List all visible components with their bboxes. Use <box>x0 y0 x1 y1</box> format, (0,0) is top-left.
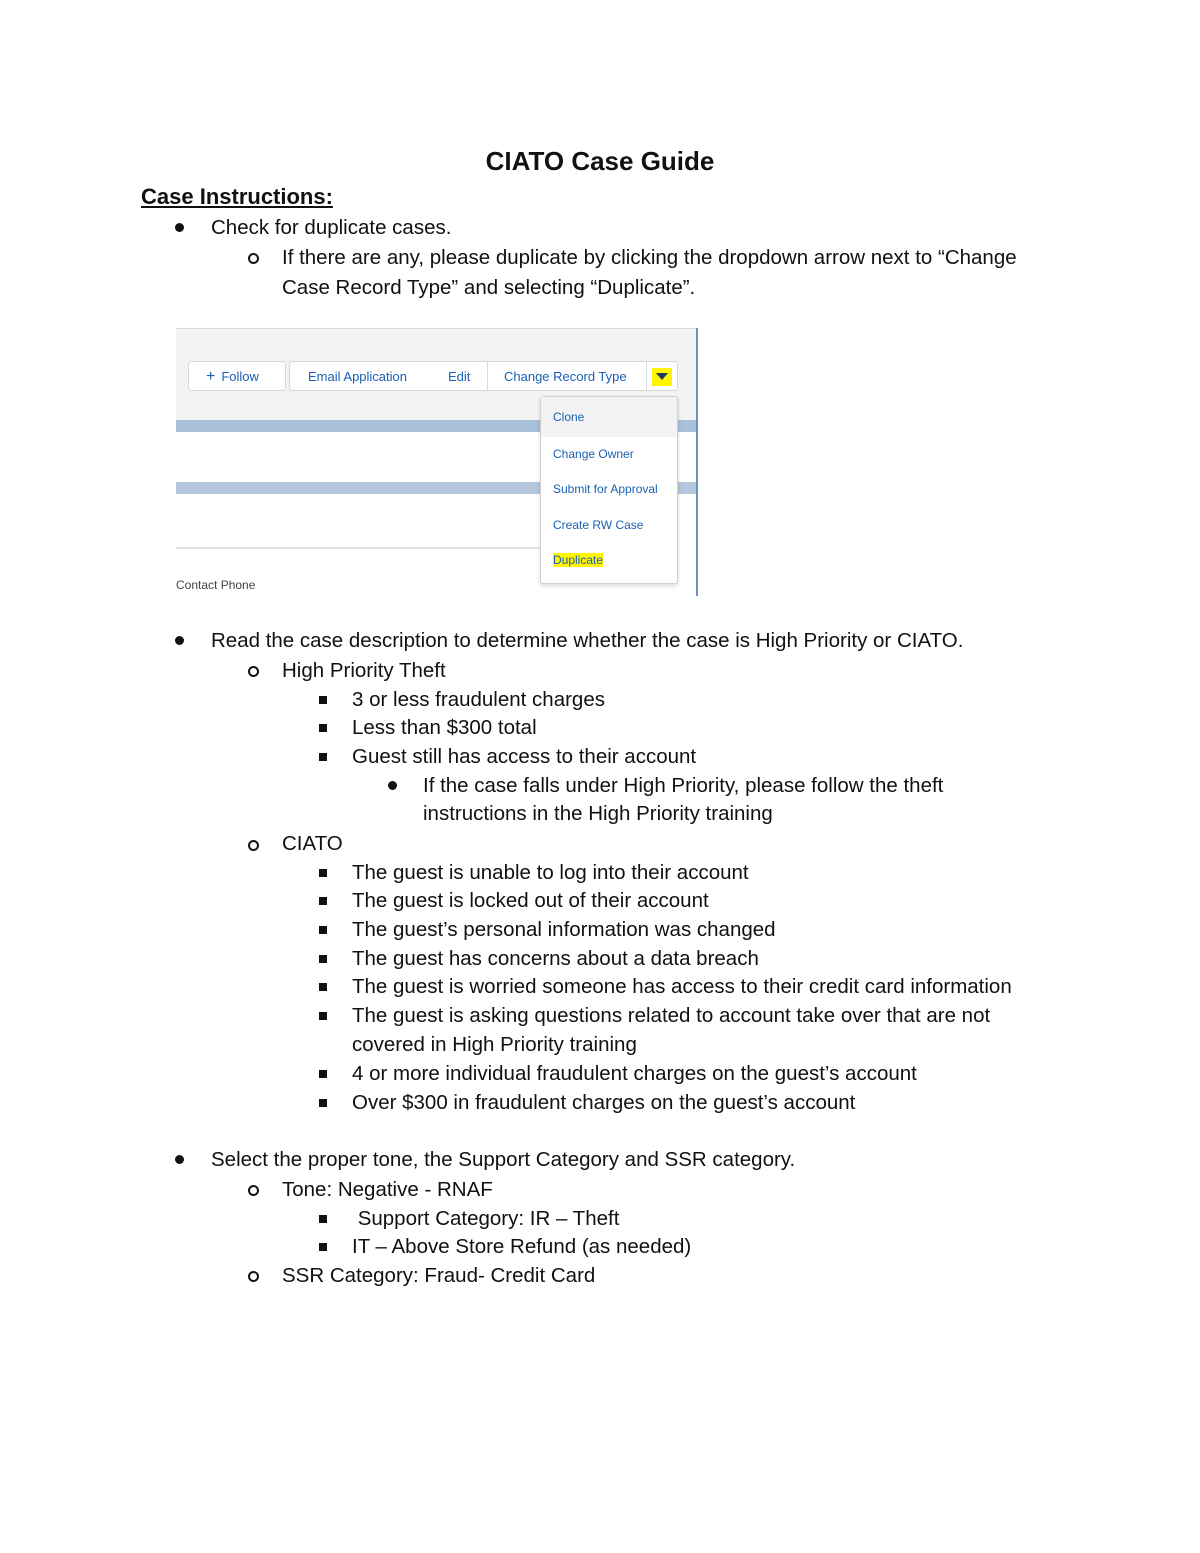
list-item: 3 or less fraudulent charges <box>352 688 605 711</box>
square-marker <box>319 696 327 704</box>
divider <box>176 547 541 549</box>
ui-screenshot-figure <box>176 328 698 596</box>
square-marker <box>319 1099 327 1107</box>
contact-phone-label: Contact Phone <box>176 578 256 592</box>
circle-marker <box>248 666 259 677</box>
list-item: The guest’s personal information was changed <box>352 918 776 941</box>
step1-sub-line1: If there are any, please duplicate by clicking the dropdown arrow next to “Change <box>282 246 1017 269</box>
circle-marker <box>248 840 259 851</box>
frame-border <box>696 328 698 596</box>
list-item: Less than $300 total <box>352 716 537 739</box>
action-button-group <box>289 361 678 391</box>
step2-text: Read the case description to determine whether the case is High Priority or CIATO. <box>211 629 964 652</box>
list-item: The guest is worried someone has access to their credit card information <box>352 975 1012 998</box>
divider <box>646 362 647 390</box>
square-marker <box>319 983 327 991</box>
list-item: Over $300 in fraudulent charges on the guest’s account <box>352 1091 856 1114</box>
dropdown-arrow-button[interactable] <box>652 368 672 386</box>
list-item-continuation: covered in High Priority training <box>352 1033 637 1056</box>
square-marker <box>319 1070 327 1078</box>
list-item: The guest is unable to log into their account <box>352 861 749 884</box>
circle-marker <box>248 1185 259 1196</box>
follow-button[interactable]: + Follow <box>188 361 286 391</box>
email-application-button[interactable]: Email Application <box>308 369 407 384</box>
section-heading: Case Instructions: <box>141 184 333 209</box>
step3-text: Select the proper tone, the Support Category and SSR category. <box>211 1148 796 1171</box>
high-priority-note-line1: If the case falls under High Priority, please follow the theft <box>423 774 944 797</box>
menu-item-submit-for-approval[interactable]: Submit for Approval <box>553 482 658 496</box>
divider <box>487 362 488 390</box>
high-priority-label: High Priority Theft <box>282 659 446 682</box>
menu-item-clone[interactable]: Clone <box>541 397 677 437</box>
ciato-label: CIATO <box>282 832 343 855</box>
step1-sub-line2: Case Record Type” and selecting “Duplicate”. <box>282 276 696 299</box>
circle-marker <box>248 1271 259 1282</box>
square-marker <box>319 1215 327 1223</box>
square-marker <box>319 926 327 934</box>
bullet-marker <box>388 781 397 790</box>
dropdown-menu <box>540 396 678 584</box>
square-marker <box>319 897 327 905</box>
menu-item-create-rw-case[interactable]: Create RW Case <box>553 518 644 532</box>
ssr-category: SSR Category: Fraud- Credit Card <box>282 1264 596 1287</box>
tone-label: Tone: Negative - RNAF <box>282 1178 493 1201</box>
bullet-marker <box>175 1155 184 1164</box>
square-marker <box>319 724 327 732</box>
chevron-down-icon <box>656 373 668 380</box>
square-marker <box>319 1012 327 1020</box>
menu-item-change-owner[interactable]: Change Owner <box>553 447 634 461</box>
high-priority-note-line2: instructions in the High Priority training <box>423 802 773 825</box>
circle-marker <box>248 253 259 264</box>
bullet-marker <box>175 223 184 232</box>
page-title: CIATO Case Guide <box>485 146 715 176</box>
bullet-marker <box>175 636 184 645</box>
change-record-type-button[interactable]: Change Record Type <box>504 369 627 384</box>
menu-item-duplicate[interactable]: Duplicate <box>553 553 604 567</box>
list-item: IT – Above Store Refund (as needed) <box>352 1235 692 1258</box>
step1-text: Check for duplicate cases. <box>211 216 452 239</box>
list-item: 4 or more individual fraudulent charges on the guest’s account <box>352 1062 917 1085</box>
list-item: The guest has concerns about a data breach <box>352 947 759 970</box>
square-marker <box>319 869 327 877</box>
square-marker <box>319 1243 327 1251</box>
square-marker <box>319 753 327 761</box>
list-item: The guest is locked out of their account <box>352 889 709 912</box>
list-item: Support Category: IR – Theft <box>352 1207 620 1230</box>
list-item: The guest is asking questions related to account take over that are not <box>352 1004 991 1027</box>
plus-icon: + <box>206 368 216 385</box>
edit-button[interactable]: Edit <box>448 369 471 384</box>
list-item: Guest still has access to their account <box>352 745 697 768</box>
square-marker <box>319 955 327 963</box>
